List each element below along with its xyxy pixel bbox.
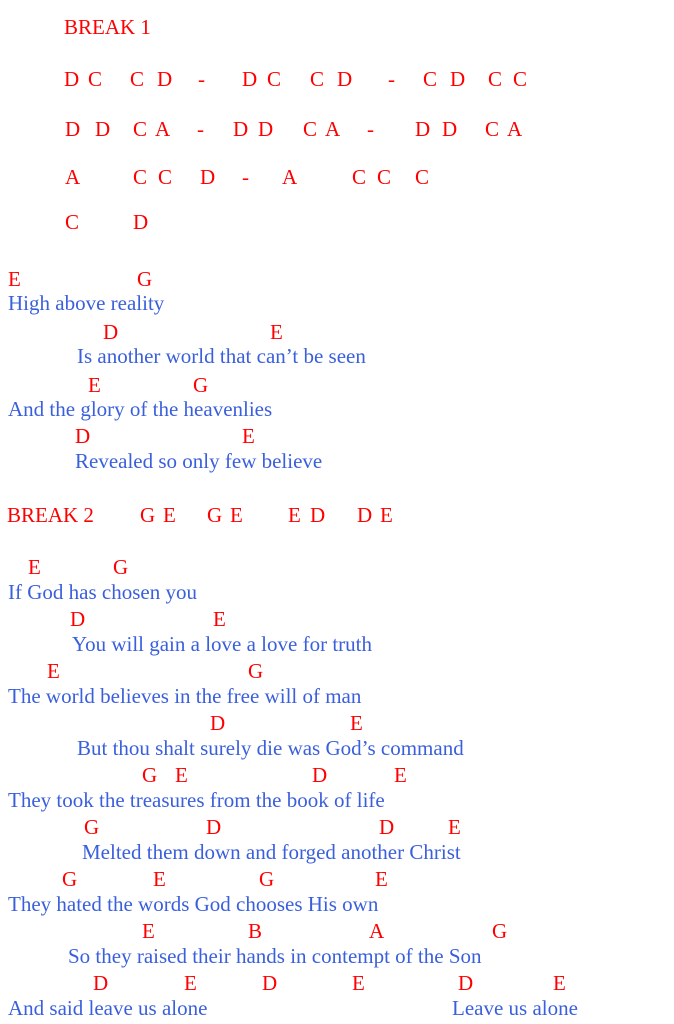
chord-symbol: E — [175, 763, 188, 787]
chord-symbol: C — [415, 165, 430, 189]
chord-line — [0, 868, 674, 893]
lyric-text: And the glory of the heavenlies — [8, 397, 273, 421]
chord-symbol: E — [553, 971, 566, 995]
chord-symbol: D — [64, 67, 80, 91]
lyric-line — [0, 345, 674, 370]
lyric-text: Is another world that can’t be seen — [77, 344, 366, 368]
chord-symbol: A — [65, 165, 81, 189]
chord-symbol: C — [267, 67, 282, 91]
lyric-line — [0, 893, 674, 918]
chord-symbol: G — [492, 919, 508, 943]
chord-symbol: D — [450, 67, 466, 91]
chord-symbol: C — [158, 165, 173, 189]
chord-symbol: E — [394, 763, 407, 787]
chord-dash: - — [367, 117, 374, 141]
chord-symbol: D — [103, 320, 119, 344]
chord-symbol: C — [352, 165, 367, 189]
chord-symbol: G — [259, 867, 275, 891]
chord-symbol: A — [282, 165, 298, 189]
chord-line — [0, 118, 674, 143]
chord-symbol: D — [95, 117, 111, 141]
chord-symbol: C — [65, 210, 80, 234]
chord-line — [0, 764, 674, 789]
chord-line — [0, 166, 674, 191]
chord-symbol: D — [210, 711, 226, 735]
chord-symbol: G — [142, 763, 158, 787]
lyric-text: Melted them down and forged another Christ — [82, 840, 461, 864]
chord-symbol: E — [242, 424, 255, 448]
chord-symbol: D — [233, 117, 249, 141]
lyric-line — [0, 398, 674, 423]
chord-line — [0, 504, 674, 529]
chord-symbol: D — [262, 971, 278, 995]
chord-symbol: E — [350, 711, 363, 735]
chord-symbol: G — [62, 867, 78, 891]
chord-symbol: A — [325, 117, 341, 141]
chord-symbol: C — [513, 67, 528, 91]
chord-line — [0, 68, 674, 93]
lyric-text: And said leave us alone — [8, 996, 208, 1020]
chord-line — [0, 16, 674, 41]
lyric-text: Revealed so only few believe — [75, 449, 323, 473]
chord-symbol: D — [458, 971, 474, 995]
lyric-line — [0, 633, 674, 658]
chord-symbol: D — [65, 117, 81, 141]
lyric-text: Leave us alone — [452, 996, 578, 1020]
chord-symbol: E — [352, 971, 365, 995]
chord-symbol: C — [310, 67, 325, 91]
chord-symbol: G — [84, 815, 100, 839]
chord-line — [0, 920, 674, 945]
lyric-text: High above reality — [8, 291, 165, 315]
chord-symbol: C — [133, 117, 148, 141]
lyric-line — [0, 450, 674, 475]
chord-symbol: C — [488, 67, 503, 91]
chord-symbol: D — [157, 67, 173, 91]
chord-symbol: D — [312, 763, 328, 787]
lyric-text: You will gain a love a love for truth — [72, 632, 372, 656]
chord-line — [0, 608, 674, 633]
section-label: BREAK 2 — [7, 503, 94, 527]
chord-symbol: E — [8, 267, 21, 291]
lyric-line — [0, 945, 674, 970]
chord-symbol: D — [206, 815, 222, 839]
chord-symbol: C — [303, 117, 318, 141]
chord-dash: - — [198, 67, 205, 91]
lyric-text: If God has chosen you — [8, 580, 197, 604]
lyric-text: They hated the words God chooses His own — [8, 892, 379, 916]
chord-symbol: B — [248, 919, 263, 943]
chord-symbol: D — [242, 67, 258, 91]
chord-symbol: E — [184, 971, 197, 995]
lyric-line — [0, 841, 674, 866]
chord-symbol: D — [200, 165, 216, 189]
chord-symbol: D — [70, 607, 86, 631]
chord-line — [0, 816, 674, 841]
chord-line — [0, 712, 674, 737]
chord-symbol: E — [375, 867, 388, 891]
chord-symbol: D — [310, 503, 326, 527]
lyric-line — [0, 737, 674, 762]
chord-symbol: E — [88, 373, 101, 397]
chord-symbol: D — [357, 503, 373, 527]
chord-symbol: E — [163, 503, 176, 527]
chord-symbol: D — [337, 67, 353, 91]
lyric-line — [0, 685, 674, 710]
chord-symbol: A — [155, 117, 171, 141]
section-label: BREAK 1 — [64, 15, 151, 39]
chord-symbol: A — [369, 919, 385, 943]
lyric-text: So they raised their hands in contempt of the Son — [68, 944, 482, 968]
chord-symbol: D — [442, 117, 458, 141]
lyric-line — [0, 789, 674, 814]
chord-line — [0, 556, 674, 581]
chord-line — [0, 268, 674, 293]
chord-symbol: E — [47, 659, 60, 683]
chord-symbol: E — [448, 815, 461, 839]
chord-dash: - — [388, 67, 395, 91]
chord-symbol: E — [153, 867, 166, 891]
chord-line — [0, 211, 674, 236]
chord-symbol: G — [248, 659, 264, 683]
chord-symbol: G — [140, 503, 156, 527]
chord-symbol: A — [507, 117, 523, 141]
chord-symbol: E — [288, 503, 301, 527]
lyric-text: But thou shalt surely die was God’s command — [77, 736, 464, 760]
chord-symbol: C — [377, 165, 392, 189]
chord-symbol: C — [133, 165, 148, 189]
lyric-text: The world believes in the free will of man — [8, 684, 362, 708]
chord-symbol: D — [133, 210, 149, 234]
chord-symbol: G — [113, 555, 129, 579]
chord-symbol: C — [88, 67, 103, 91]
chord-symbol: D — [415, 117, 431, 141]
chord-symbol: E — [213, 607, 226, 631]
chord-symbol: E — [230, 503, 243, 527]
lyric-line — [0, 292, 674, 317]
chord-symbol: E — [270, 320, 283, 344]
chord-symbol: C — [130, 67, 145, 91]
chord-symbol: C — [485, 117, 500, 141]
chord-line — [0, 972, 674, 997]
chord-line — [0, 321, 674, 346]
chord-symbol: D — [379, 815, 395, 839]
chord-symbol: C — [423, 67, 438, 91]
lyric-line — [0, 581, 674, 606]
chord-line — [0, 660, 674, 685]
chord-symbol: D — [75, 424, 91, 448]
chord-line — [0, 425, 674, 450]
chord-symbol: E — [142, 919, 155, 943]
chord-dash: - — [197, 117, 204, 141]
chord-symbol: G — [137, 267, 153, 291]
chord-symbol: E — [380, 503, 393, 527]
chord-line — [0, 374, 674, 399]
chord-symbol: G — [193, 373, 209, 397]
chord-dash: - — [242, 165, 249, 189]
lyric-text: They took the treasures from the book of life — [8, 788, 385, 812]
chord-symbol: G — [207, 503, 223, 527]
chord-symbol: D — [93, 971, 109, 995]
chord-symbol: D — [258, 117, 274, 141]
chord-symbol: E — [28, 555, 41, 579]
lyric-line — [0, 997, 674, 1022]
